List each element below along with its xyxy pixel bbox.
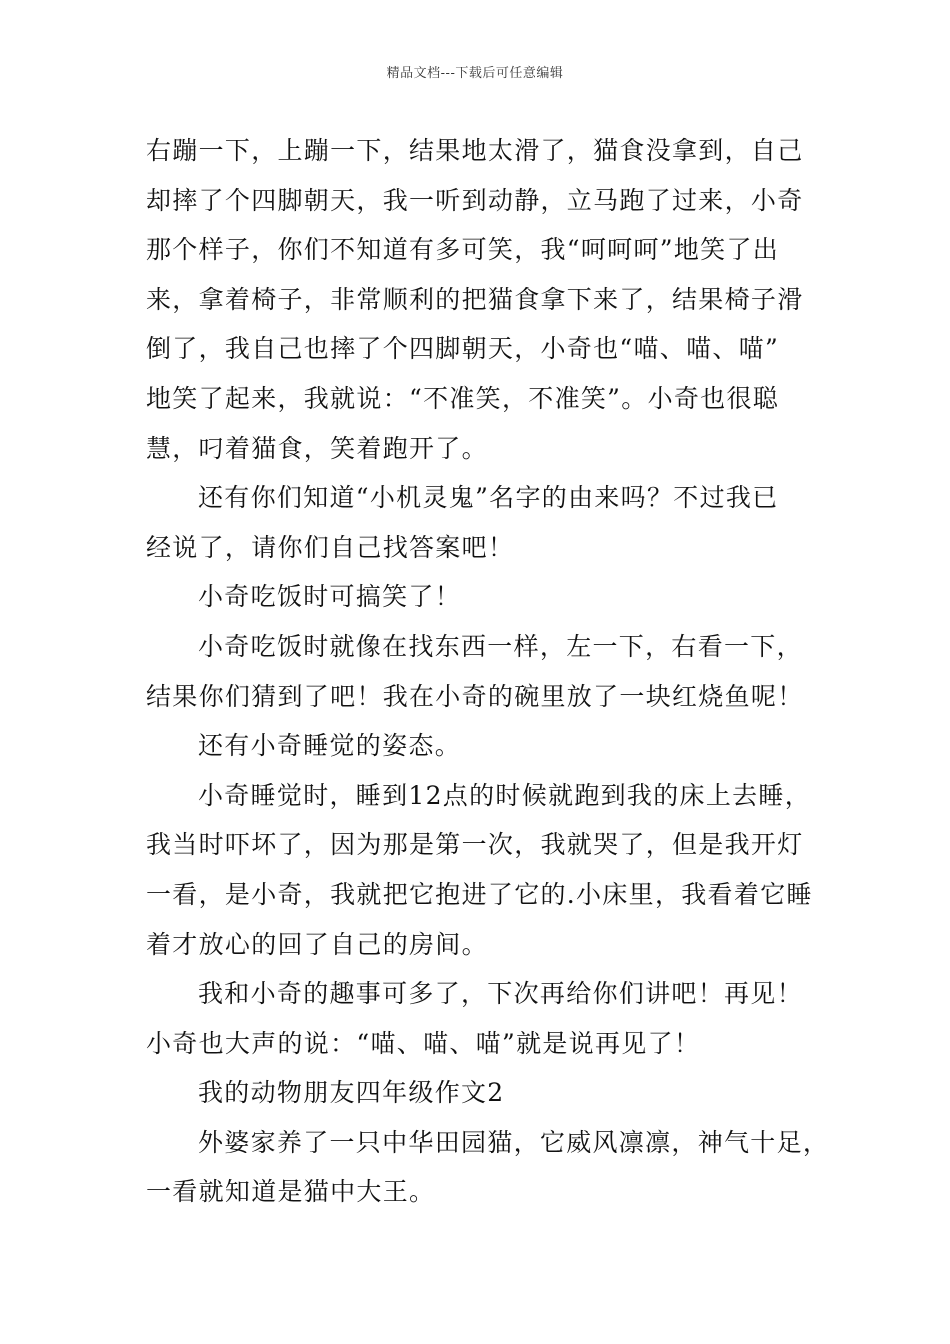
text-line: 小奇也大声的说：“喵、喵、喵”就是说再见了！ <box>146 1028 701 1058</box>
paragraph-start-line: 还有你们知道“小机灵鬼”名字的由来吗？不过我已 <box>198 483 779 513</box>
text-line: 结果你们猜到了吧！我在小奇的碗里放了一块红烧鱼呢！ <box>146 681 804 711</box>
text-line: 那个样子，你们不知道有多可笑，我“呵呵呵”地笑了出 <box>146 235 780 265</box>
text-line: 着才放心的回了自己的房间。 <box>146 929 488 959</box>
text-line: 一看就知道是猫中大王。 <box>146 1177 436 1207</box>
document-body <box>146 126 830 1217</box>
paragraph-start-line: 还有小奇睡觉的姿态。 <box>198 731 462 761</box>
paragraph-start-line: 小奇吃饭时可搞笑了！ <box>198 582 462 612</box>
page-header: 精品文档---下载后可任意编辑 <box>386 66 564 81</box>
text-line: 地笑了起来，我就说：“不准笑，不准笑”。小奇也很聪 <box>146 383 780 413</box>
text-line: 一看，是小奇，我就把它抱进了它的.小床里，我看着它睡 <box>146 879 813 909</box>
paragraph-start-line: 外婆家养了一只中华田园猫，它威风凛凛，神气十足， <box>198 1127 830 1157</box>
text-line: 右蹦一下，上蹦一下，结果地太滑了，猫食没拿到，自己 <box>146 136 804 165</box>
text-line: 却摔了个四脚朝天，我一听到动静，立马跑了过来，小奇 <box>146 185 804 215</box>
section-title: 我的动物朋友四年级作文2 <box>198 1078 505 1108</box>
text-line: 慧，叼着猫食，笑着跑开了。 <box>146 433 488 463</box>
text-line: 经说了，请你们自己找答案吧！ <box>146 532 515 562</box>
paragraph-start-line: 我和小奇的趣事可多了，下次再给你们讲吧！再见！ <box>198 979 803 1009</box>
paragraph-start-line: 小奇睡觉时，睡到12点的时候就跑到我的床上去睡， <box>198 780 812 810</box>
text-line: 我当时吓坏了，因为那是第一次，我就哭了，但是我开灯 <box>146 830 804 860</box>
text-line: 来，拿着椅子，非常顺利的把猫食拿下来了，结果椅子滑 <box>146 284 804 314</box>
paragraph-start-line: 小奇吃饭时就像在找东西一样，左一下，右看一下， <box>198 631 803 661</box>
text-line: 倒了，我自己也摔了个四脚朝天，小奇也“喵、喵、喵” <box>146 334 780 364</box>
